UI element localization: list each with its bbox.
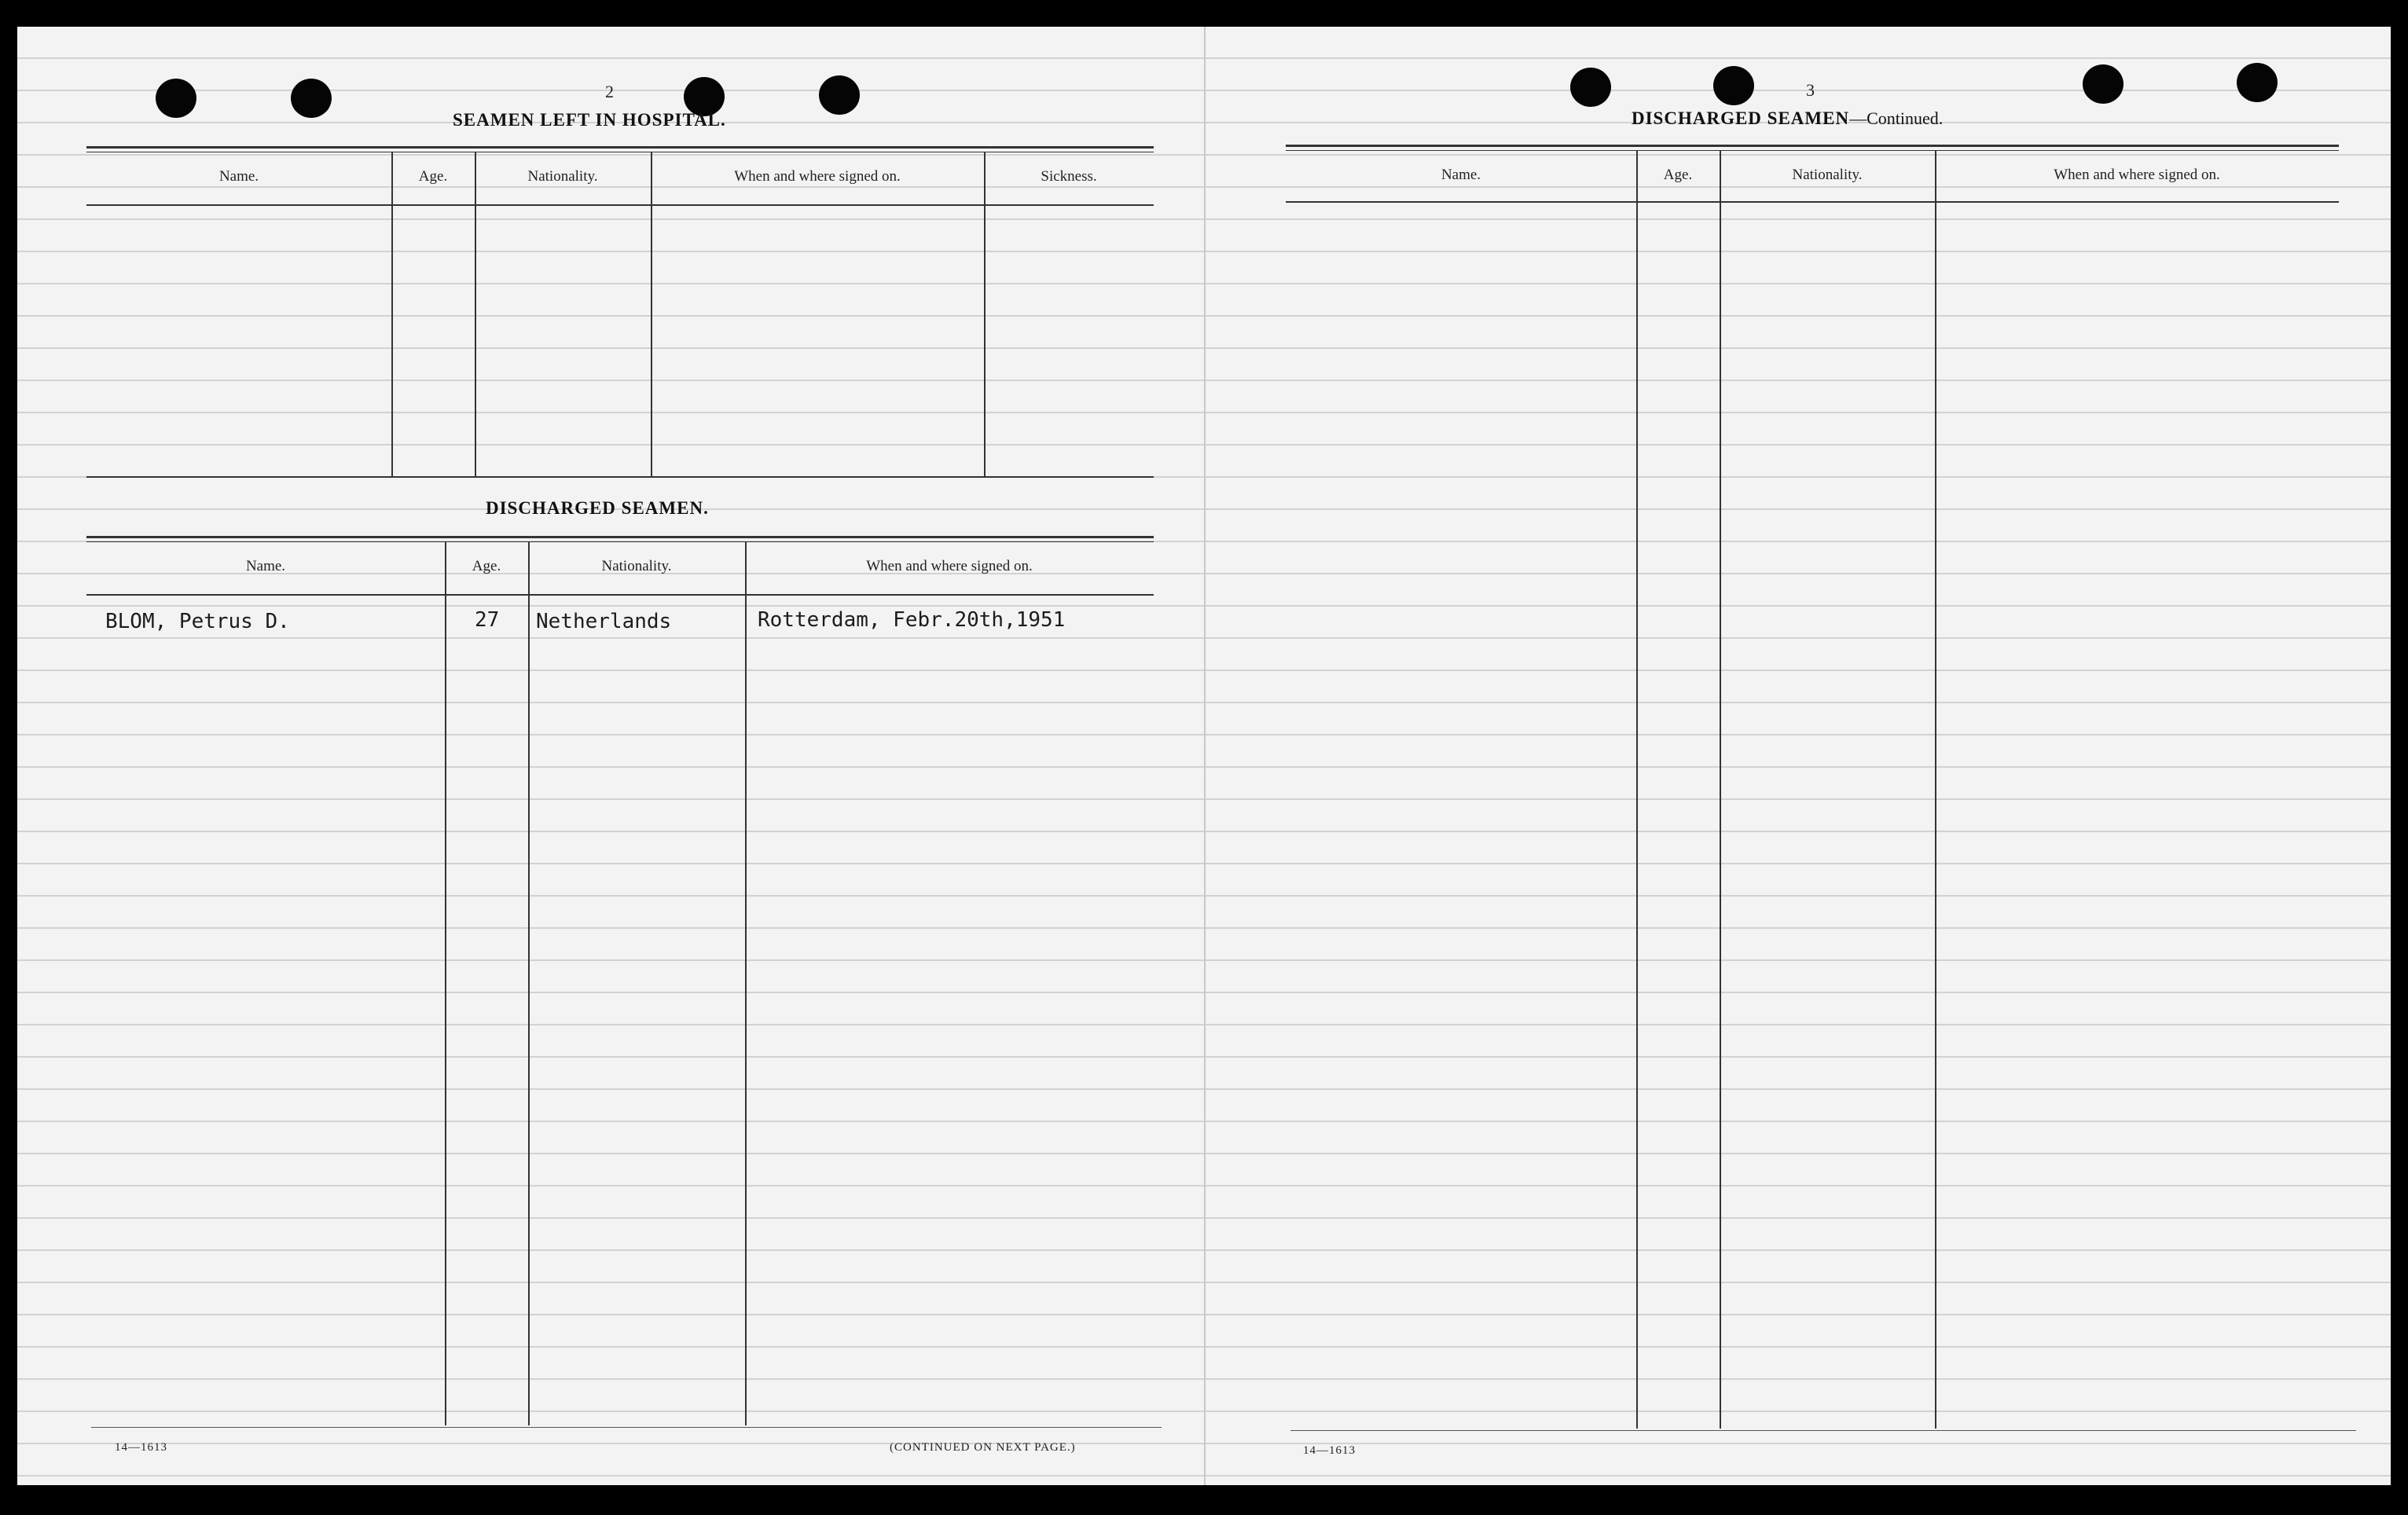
column-divider xyxy=(391,152,393,476)
col-header-sickness: Sickness. xyxy=(1041,168,1097,185)
punch-hole xyxy=(819,75,860,115)
col-header-nationality: Nationality. xyxy=(1792,167,1863,183)
punch-hole xyxy=(156,79,196,118)
right-page xyxy=(1204,27,2391,1485)
discharged-section-title: DISCHARGED SEAMEN. xyxy=(486,498,709,518)
footer-rule xyxy=(1290,1430,2356,1431)
col-header-signed-on: When and where signed on. xyxy=(734,168,901,185)
seaman-signed-on: Rotterdam, Febr.20th,1951 xyxy=(758,608,1066,632)
form-number: 14—1613 xyxy=(115,1441,167,1454)
page-number: 2 xyxy=(605,82,614,101)
punch-hole xyxy=(2083,64,2124,104)
discharged-continued-title xyxy=(1632,108,1943,129)
seaman-age: 27 xyxy=(475,608,500,632)
col-header-name: Name. xyxy=(1441,167,1481,183)
footer-rule xyxy=(91,1427,1162,1428)
column-divider xyxy=(1720,151,1721,1429)
col-header-name: Name. xyxy=(245,558,286,574)
column-divider xyxy=(651,152,652,476)
col-header-nationality: Nationality. xyxy=(601,558,672,574)
col-header-signed-on: When and where signed on. xyxy=(866,558,1033,574)
title-main: DISCHARGED SEAMEN xyxy=(1632,108,1850,128)
header-top-rule xyxy=(86,146,1154,152)
column-divider xyxy=(1636,151,1638,1429)
column-divider xyxy=(528,542,530,1425)
punch-hole xyxy=(1570,68,1611,107)
col-header-age: Age. xyxy=(472,558,501,574)
header-bottom-rule xyxy=(86,204,1154,206)
form-sheet xyxy=(17,27,2391,1485)
header-bottom-rule xyxy=(86,594,1154,596)
column-divider xyxy=(475,152,476,476)
header-top-rule xyxy=(86,536,1154,542)
hospital-section-title: SEAMEN LEFT IN HOSPITAL. xyxy=(453,110,726,130)
col-header-signed-on: When and where signed on. xyxy=(2054,167,2220,183)
column-divider xyxy=(445,542,446,1425)
column-divider xyxy=(745,542,747,1425)
header-top-rule xyxy=(1286,145,2339,151)
left-page xyxy=(17,27,1204,1485)
punch-hole xyxy=(2237,63,2278,102)
col-header-age: Age. xyxy=(418,168,448,185)
punch-hole xyxy=(1713,66,1754,105)
col-header-name: Name. xyxy=(218,168,259,185)
col-header-age: Age. xyxy=(1663,167,1693,183)
col-header-nationality: Nationality. xyxy=(527,168,598,185)
title-suffix: —Continued. xyxy=(1849,108,1944,128)
seaman-nationality: Netherlands xyxy=(536,610,672,633)
punch-hole xyxy=(291,79,332,118)
page-number: 3 xyxy=(1806,80,1815,100)
hospital-table-bottom-rule xyxy=(86,476,1154,478)
continued-note: (CONTINUED ON NEXT PAGE.) xyxy=(890,1441,1076,1454)
column-divider xyxy=(984,152,986,476)
seaman-name: BLOM, Petrus D. xyxy=(105,610,290,633)
header-bottom-rule xyxy=(1286,201,2339,203)
column-divider xyxy=(1935,151,1936,1429)
form-number: 14—1613 xyxy=(1303,1444,1356,1457)
